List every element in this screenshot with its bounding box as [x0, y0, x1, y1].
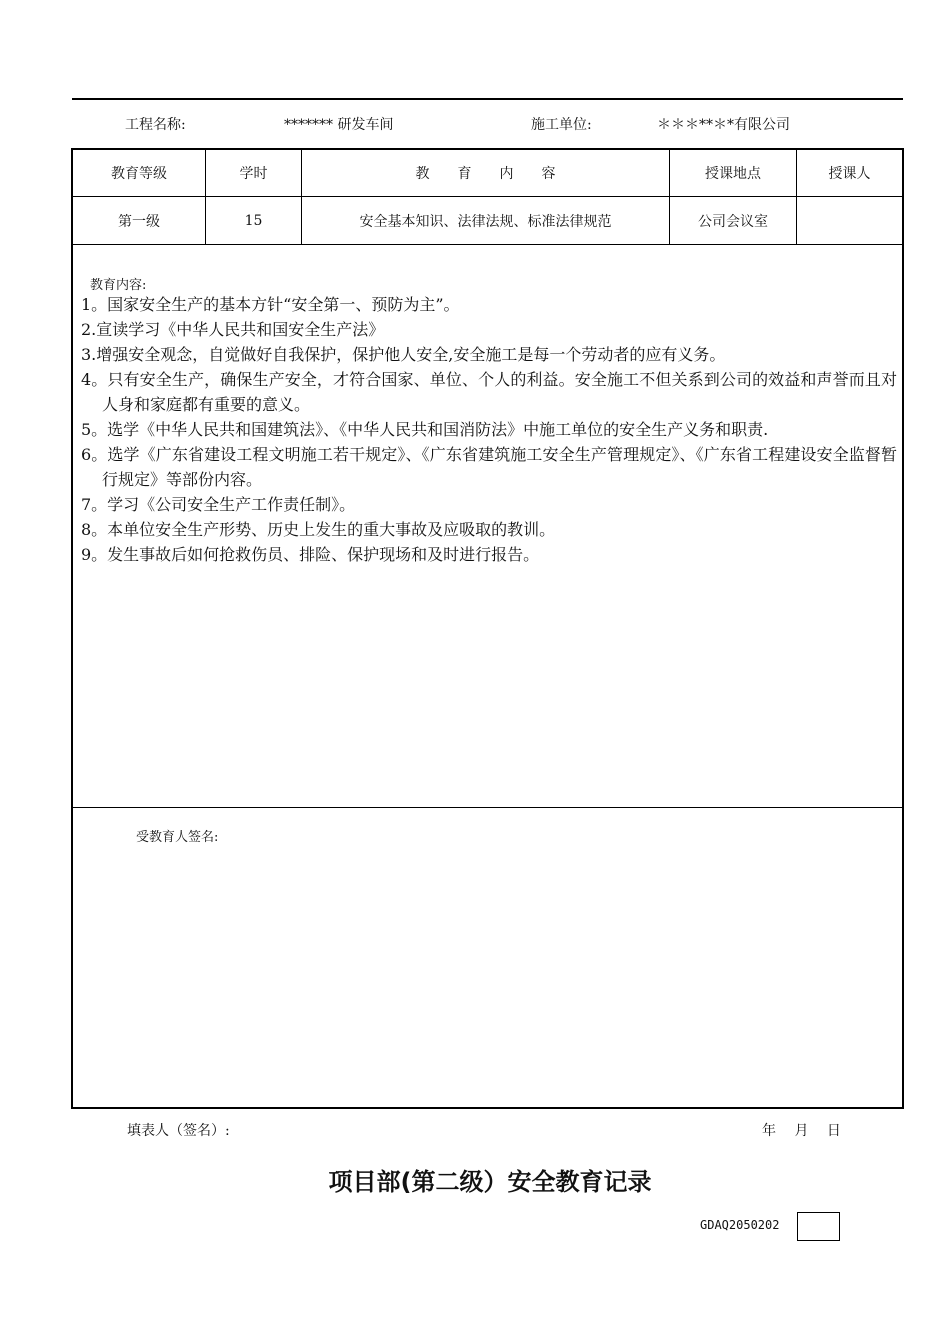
content-item-7: 7。学习《公司安全生产工作责任制》。 [81, 495, 356, 514]
page-title: 项目部(第二级）安全教育记录 [328, 1168, 652, 1196]
date-label: 年 月 日 [762, 1123, 841, 1139]
content-item-9: 9。发生事故后如何抢救伤员、排险、保护现场和及时进行报告。 [81, 545, 540, 564]
header-content: 教 育 内 容 [415, 166, 556, 182]
project-name-label: 工程名称: [125, 117, 186, 133]
cell-hours: 15 [244, 212, 263, 229]
education-record-form [71, 148, 904, 1109]
header-location: 授课地点 [705, 166, 761, 182]
education-content-list [81, 292, 897, 567]
header-hours: 学时 [239, 166, 268, 182]
construction-unit-value: ＊＊＊**＊*有限公司 [657, 117, 790, 133]
data-row-divider [73, 244, 902, 245]
cell-lecturer [797, 197, 902, 244]
content-item-6: 6。选学《广东省建设工程文明施工若干规定》、《广东省建筑施工安全生产管理规定》、《广东省工程建设安全监督暂行规定》等部份内容。 [81, 445, 897, 489]
content-item-2: 2.宣读学习《中华人民共和国安全生产法》 [81, 320, 385, 339]
content-item-3: 3.增强安全观念，自觉做好自我保护，保护他人安全,安全施工是每一个劳动者的应有义务。 [81, 345, 726, 364]
form-code: GDAQ2050202 [700, 1218, 780, 1232]
content-item-1: 1。国家安全生产的基本方针“安全第一、预防为主”。 [81, 295, 460, 314]
content-section-divider [73, 807, 902, 808]
cell-education-level: 第一级 [118, 213, 160, 230]
header-lecturer: 授课人 [828, 166, 871, 182]
form-filler-signature-label: 填表人（签名）: [127, 1123, 230, 1139]
form-number-box [797, 1212, 840, 1241]
top-rule [72, 98, 903, 100]
cell-content: 安全基本知识、法律法规、标准法律规范 [359, 213, 612, 230]
content-item-5: 5。选学《中华人民共和国建筑法》、《中华人民共和国消防法》中施工单位的安全生产义务和职责. [81, 420, 769, 439]
content-item-8: 8。本单位安全生产形势、历史上发生的重大事故及应吸取的教训。 [81, 520, 556, 539]
construction-unit-label: 施工单位: [531, 117, 592, 133]
education-content-label: 教育内容: [90, 278, 147, 293]
cell-location: 公司会议室 [698, 213, 768, 230]
trainee-signature-label: 受教育人签名: [136, 830, 219, 845]
header-education-level: 教育等级 [111, 166, 167, 182]
project-name-value: ******* 研发车间 [284, 117, 394, 133]
content-item-4: 4。只有安全生产，确保生产安全，才符合国家、单位、个人的利益。安全施工不但关系到公司的效益和声誉而且对人身和家庭都有重要的意义。 [81, 370, 897, 414]
